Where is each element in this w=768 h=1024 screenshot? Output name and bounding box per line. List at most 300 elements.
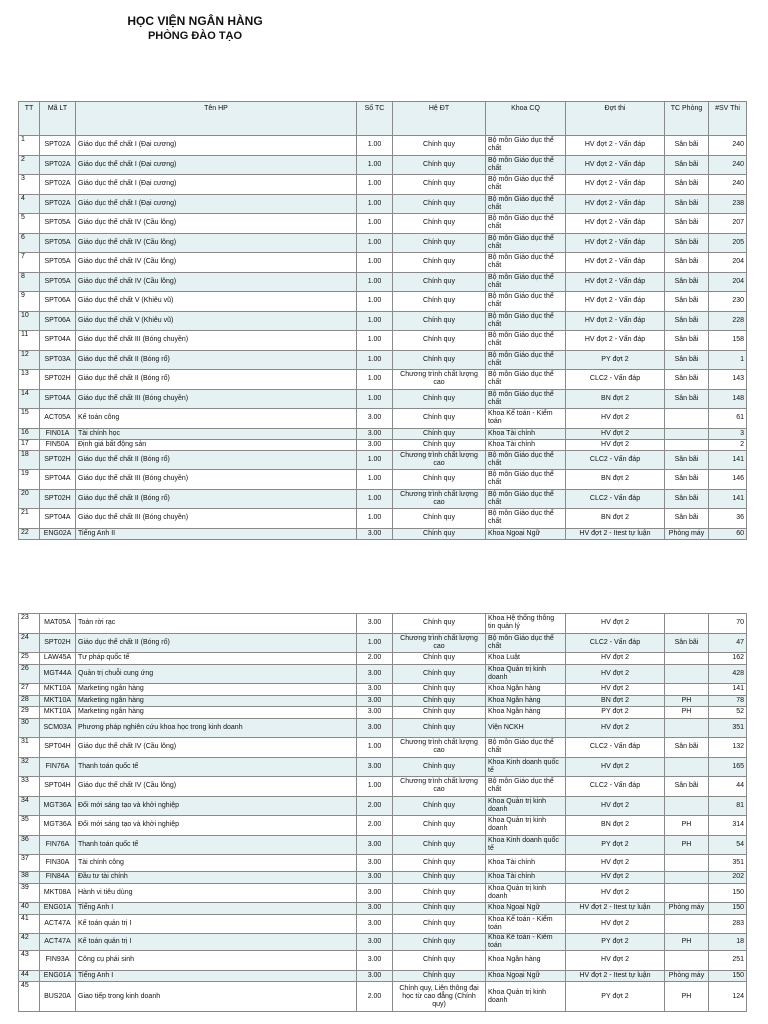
row-tc-phong: Sân bãi: [665, 470, 709, 490]
row-ma-lt: MGT44A: [40, 664, 76, 684]
row-ma-lt: SPT04A: [40, 470, 76, 490]
row-ma-lt: ENG02A: [40, 528, 76, 539]
row-khoa-cq: Khoa Hệ thống thông tin quản lý: [486, 614, 566, 634]
row-khoa-cq: Bộ môn Giáo dục thể chất: [486, 311, 566, 331]
row-he-dt: Chính quy: [393, 311, 486, 331]
row-tc-phong: Sân bãi: [665, 175, 709, 195]
row-he-dt: Chính quy: [393, 350, 486, 370]
row-ten-hp: Giáo dục thể chất II (Bóng rổ): [76, 450, 357, 470]
table-header-row: [19, 102, 747, 136]
row-khoa-cq: Bộ môn Giáo dục thể chất: [486, 389, 566, 409]
row-dot-thi: CLC2 - Vấn đáp: [566, 489, 665, 509]
row-ten-hp: Đầu tư tài chính: [76, 872, 357, 884]
table-2-body: [19, 614, 747, 1012]
row-tt: 26: [19, 664, 40, 684]
row-tt: 27: [19, 684, 40, 696]
row-ten-hp: Giáo dục thể chất III (Bóng chuyền): [76, 470, 357, 490]
row-khoa-cq: Bộ môn Giáo dục thể chất: [486, 470, 566, 490]
table-row: [19, 350, 747, 370]
table-row: [19, 684, 747, 696]
row-ten-hp: Giáo dục thể chất III (Bóng chuyền): [76, 331, 357, 351]
row-dot-thi: HV đợt 2 - Itest tự luận: [566, 903, 665, 915]
row-khoa-cq: Khoa Quản trị kinh doanh: [486, 883, 566, 903]
row-khoa-cq: Khoa Kế toán - Kiểm toán: [486, 409, 566, 429]
row-dot-thi: BN đợt 2: [566, 695, 665, 707]
col-header-ten-hp: Tên HP: [76, 102, 357, 136]
row-sv-thi: 162: [709, 653, 747, 665]
row-tc-phong: PH: [665, 707, 709, 719]
row-khoa-cq: Khoa Kinh doanh quốc tế: [486, 835, 566, 855]
row-dot-thi: HV đợt 2 - Vấn đáp: [566, 155, 665, 175]
row-ten-hp: Thanh toán quốc tế: [76, 835, 357, 855]
row-ten-hp: Kế toán công: [76, 409, 357, 429]
row-dot-thi: HV đợt 2: [566, 855, 665, 872]
row-tc-phong: [665, 796, 709, 816]
row-so-tc: 3.00: [357, 757, 393, 777]
row-he-dt: Chính quy: [393, 272, 486, 292]
row-so-tc: 3.00: [357, 428, 393, 439]
row-so-tc: 1.00: [357, 155, 393, 175]
row-dot-thi: HV đợt 2: [566, 872, 665, 884]
table-row: [19, 718, 747, 738]
table-row: [19, 934, 747, 951]
row-sv-thi: 78: [709, 695, 747, 707]
row-tc-phong: [665, 428, 709, 439]
row-ma-lt: SPT02A: [40, 155, 76, 175]
row-ten-hp: Tư pháp quốc tế: [76, 653, 357, 665]
row-ma-lt: LAW45A: [40, 653, 76, 665]
department-title: PHÒNG ĐÀO TẠO: [147, 30, 243, 42]
row-so-tc: 3.00: [357, 934, 393, 951]
row-so-tc: 3.00: [357, 718, 393, 738]
row-tt: 42: [19, 934, 40, 951]
row-he-dt: Chương trình chất lượng cao: [393, 777, 486, 797]
row-sv-thi: 240: [709, 155, 747, 175]
row-sv-thi: 146: [709, 470, 747, 490]
row-ten-hp: Phương pháp nghiên cứu khoa học trong kinh doanh: [76, 718, 357, 738]
row-sv-thi: 18: [709, 934, 747, 951]
row-he-dt: Chính quy: [393, 684, 486, 696]
row-ma-lt: SPT02A: [40, 136, 76, 156]
row-so-tc: 1.00: [357, 489, 393, 509]
table-row: [19, 614, 747, 634]
row-dot-thi: HV đợt 2: [566, 409, 665, 429]
row-tc-phong: [665, 614, 709, 634]
row-so-tc: 3.00: [357, 951, 393, 971]
row-he-dt: Chính quy: [393, 835, 486, 855]
table-row: [19, 796, 747, 816]
row-he-dt: Chính quy: [393, 614, 486, 634]
row-khoa-cq: Viện NCKH: [486, 718, 566, 738]
table-row: [19, 757, 747, 777]
row-dot-thi: HV đợt 2: [566, 757, 665, 777]
row-ten-hp: Giáo dục thể chất I (Đại cương): [76, 194, 357, 214]
exam-schedule-table-2: [18, 613, 747, 1012]
row-dot-thi: HV đợt 2: [566, 951, 665, 971]
row-sv-thi: 150: [709, 903, 747, 915]
row-tc-phong: [665, 914, 709, 934]
row-tc-phong: [665, 664, 709, 684]
row-dot-thi: HV đợt 2 - Itest tự luận: [566, 528, 665, 539]
row-tt: 6: [19, 233, 40, 253]
row-ten-hp: Tiếng Anh I: [76, 970, 357, 982]
row-tc-phong: Sân bãi: [665, 311, 709, 331]
table-1-body: [19, 136, 747, 540]
row-khoa-cq: Bộ môn Giáo dục thể chất: [486, 489, 566, 509]
row-so-tc: 3.00: [357, 883, 393, 903]
row-he-dt: Chính quy: [393, 970, 486, 982]
row-so-tc: 3.00: [357, 664, 393, 684]
row-khoa-cq: Bộ môn Giáo dục thể chất: [486, 233, 566, 253]
row-khoa-cq: Khoa Tài chính: [486, 428, 566, 439]
row-ma-lt: FIN76A: [40, 835, 76, 855]
table-row: [19, 136, 747, 156]
table-row: [19, 982, 747, 1012]
table-row: [19, 194, 747, 214]
row-tt: 31: [19, 738, 40, 758]
row-ma-lt: SPT02H: [40, 450, 76, 470]
row-dot-thi: HV đợt 2 - Itest tự luận: [566, 970, 665, 982]
table-row: [19, 970, 747, 982]
row-tt: 30: [19, 718, 40, 738]
row-khoa-cq: Bộ môn Giáo dục thể chất: [486, 194, 566, 214]
row-tc-phong: [665, 653, 709, 665]
row-khoa-cq: Bộ môn Giáo dục thể chất: [486, 331, 566, 351]
row-so-tc: 1.00: [357, 370, 393, 390]
row-tc-phong: [665, 718, 709, 738]
row-ma-lt: SPT02A: [40, 194, 76, 214]
row-ten-hp: Giáo dục thể chất II (Bóng rổ): [76, 370, 357, 390]
row-tc-phong: Phòng máy: [665, 970, 709, 982]
row-ma-lt: MKT10A: [40, 695, 76, 707]
row-so-tc: 3.00: [357, 835, 393, 855]
col-header-so-tc: Số TC: [357, 102, 393, 136]
row-so-tc: 3.00: [357, 903, 393, 915]
row-ten-hp: Giáo dục thể chất IV (Cầu lông): [76, 214, 357, 234]
row-he-dt: Chính quy: [393, 428, 486, 439]
row-tt: 7: [19, 253, 40, 273]
row-khoa-cq: Khoa Quản trị kinh doanh: [486, 816, 566, 836]
table-row: [19, 450, 747, 470]
row-tt: 38: [19, 872, 40, 884]
row-khoa-cq: Khoa Quản trị kinh doanh: [486, 982, 566, 1012]
row-he-dt: Chính quy: [393, 796, 486, 816]
row-he-dt: Chương trình chất lượng cao: [393, 738, 486, 758]
row-tt: 21: [19, 509, 40, 529]
table-row: [19, 707, 747, 719]
row-ten-hp: Đổi mới sáng tạo và khởi nghiệp: [76, 816, 357, 836]
table-row: [19, 664, 747, 684]
row-tt: 5: [19, 214, 40, 234]
row-tt: 19: [19, 470, 40, 490]
row-so-tc: 1.00: [357, 777, 393, 797]
row-tc-phong: Sân bãi: [665, 292, 709, 312]
row-tc-phong: Sân bãi: [665, 389, 709, 409]
row-ten-hp: Giao tiếp trong kinh doanh: [76, 982, 357, 1012]
row-sv-thi: 240: [709, 136, 747, 156]
row-ma-lt: SPT05A: [40, 253, 76, 273]
row-tt: 12: [19, 350, 40, 370]
row-tc-phong: [665, 439, 709, 450]
row-so-tc: 1.00: [357, 175, 393, 195]
row-so-tc: 1.00: [357, 389, 393, 409]
row-sv-thi: 204: [709, 253, 747, 273]
table-row: [19, 951, 747, 971]
row-khoa-cq: Khoa Ngoại Ngữ: [486, 528, 566, 539]
row-ten-hp: Marketing ngân hàng: [76, 707, 357, 719]
row-ma-lt: SPT04A: [40, 509, 76, 529]
row-tt: 24: [19, 633, 40, 653]
row-tt: 10: [19, 311, 40, 331]
row-he-dt: Chính quy: [393, 951, 486, 971]
row-he-dt: Chính quy: [393, 331, 486, 351]
row-he-dt: Chính quy: [393, 707, 486, 719]
row-dot-thi: HV đợt 2: [566, 684, 665, 696]
row-ma-lt: MGT36A: [40, 816, 76, 836]
row-ten-hp: Giáo dục thể chất I (Đại cương): [76, 136, 357, 156]
row-tt: 37: [19, 855, 40, 872]
row-dot-thi: HV đợt 2 - Vấn đáp: [566, 233, 665, 253]
row-ma-lt: SCM03A: [40, 718, 76, 738]
row-so-tc: 1.00: [357, 738, 393, 758]
row-khoa-cq: Khoa Kế toán - Kiểm toán: [486, 934, 566, 951]
row-sv-thi: 52: [709, 707, 747, 719]
row-he-dt: Chính quy: [393, 883, 486, 903]
row-ten-hp: Giáo dục thể chất IV (Cầu lông): [76, 272, 357, 292]
row-khoa-cq: Khoa Ngân hàng: [486, 684, 566, 696]
table-row: [19, 695, 747, 707]
row-tc-phong: [665, 855, 709, 872]
table-row: [19, 175, 747, 195]
row-ten-hp: Giáo dục thể chất II (Bóng rổ): [76, 633, 357, 653]
row-ma-lt: SPT02H: [40, 633, 76, 653]
row-khoa-cq: Khoa Luật: [486, 653, 566, 665]
row-tt: 44: [19, 970, 40, 982]
row-khoa-cq: Bộ môn Giáo dục thể chất: [486, 136, 566, 156]
row-he-dt: Chính quy: [393, 903, 486, 915]
row-dot-thi: CLC2 - Vấn đáp: [566, 370, 665, 390]
row-dot-thi: CLC2 - Vấn đáp: [566, 738, 665, 758]
row-sv-thi: 36: [709, 509, 747, 529]
col-header-ma-lt: Mã LT: [40, 102, 76, 136]
row-he-dt: Chính quy: [393, 292, 486, 312]
row-tc-phong: Sân bãi: [665, 450, 709, 470]
row-ten-hp: Giáo dục thể chất IV (Cầu lông): [76, 253, 357, 273]
row-sv-thi: 61: [709, 409, 747, 429]
row-ma-lt: SPT02H: [40, 489, 76, 509]
row-ma-lt: FIN01A: [40, 428, 76, 439]
row-he-dt: Chính quy: [393, 664, 486, 684]
row-sv-thi: 132: [709, 738, 747, 758]
table-row: [19, 409, 747, 429]
row-he-dt: Chính quy: [393, 528, 486, 539]
row-tc-phong: PH: [665, 695, 709, 707]
row-khoa-cq: Khoa Quản trị kinh doanh: [486, 796, 566, 816]
row-sv-thi: 351: [709, 855, 747, 872]
row-ma-lt: ACT47A: [40, 914, 76, 934]
row-so-tc: 1.00: [357, 194, 393, 214]
row-khoa-cq: Khoa Tài chính: [486, 872, 566, 884]
row-tc-phong: Sân bãi: [665, 509, 709, 529]
table-row: [19, 633, 747, 653]
row-tt: 43: [19, 951, 40, 971]
institution-title: HỌC VIỆN NGÂN HÀNG: [127, 14, 263, 28]
row-he-dt: Chính quy: [393, 855, 486, 872]
row-tt: 2: [19, 155, 40, 175]
row-dot-thi: HV đợt 2: [566, 428, 665, 439]
exam-schedule-table-1: [18, 101, 747, 540]
row-so-tc: 1.00: [357, 136, 393, 156]
row-he-dt: Chính quy: [393, 214, 486, 234]
row-dot-thi: HV đợt 2 - Vấn đáp: [566, 175, 665, 195]
row-he-dt: Chính quy: [393, 757, 486, 777]
row-so-tc: 3.00: [357, 614, 393, 634]
table-row: [19, 914, 747, 934]
row-khoa-cq: Khoa Kinh doanh quốc tế: [486, 757, 566, 777]
row-he-dt: Chính quy: [393, 470, 486, 490]
row-dot-thi: HV đợt 2 - Vấn đáp: [566, 311, 665, 331]
row-ma-lt: FIN30A: [40, 855, 76, 872]
row-dot-thi: HV đợt 2: [566, 796, 665, 816]
row-tt: 14: [19, 389, 40, 409]
row-tt: 17: [19, 439, 40, 450]
row-sv-thi: 428: [709, 664, 747, 684]
row-he-dt: Chính quy: [393, 816, 486, 836]
row-ten-hp: Công cụ phái sinh: [76, 951, 357, 971]
row-tt: 8: [19, 272, 40, 292]
row-so-tc: 3.00: [357, 914, 393, 934]
row-tc-phong: PH: [665, 816, 709, 836]
row-ma-lt: FIN76A: [40, 757, 76, 777]
row-ten-hp: Tiếng Anh II: [76, 528, 357, 539]
row-dot-thi: BN đợt 2: [566, 816, 665, 836]
row-sv-thi: 202: [709, 872, 747, 884]
row-ten-hp: Giáo dục thể chất III (Bóng chuyền): [76, 389, 357, 409]
row-ma-lt: ACT05A: [40, 409, 76, 429]
row-tt: 18: [19, 450, 40, 470]
row-sv-thi: 205: [709, 233, 747, 253]
table-row: [19, 509, 747, 529]
col-header-tt: TT: [19, 102, 40, 136]
row-tt: 35: [19, 816, 40, 836]
row-tc-phong: Sân bãi: [665, 136, 709, 156]
row-sv-thi: 44: [709, 777, 747, 797]
row-tc-phong: PH: [665, 934, 709, 951]
row-tt: 34: [19, 796, 40, 816]
row-he-dt: Chính quy: [393, 194, 486, 214]
row-tc-phong: Sân bãi: [665, 194, 709, 214]
table-row: [19, 835, 747, 855]
row-sv-thi: 204: [709, 272, 747, 292]
row-ma-lt: SPT06A: [40, 292, 76, 312]
row-tc-phong: Sân bãi: [665, 253, 709, 273]
row-tc-phong: [665, 883, 709, 903]
row-tc-phong: Sân bãi: [665, 738, 709, 758]
row-sv-thi: 314: [709, 816, 747, 836]
row-dot-thi: PY đợt 2: [566, 350, 665, 370]
table-row: [19, 311, 747, 331]
row-so-tc: 3.00: [357, 872, 393, 884]
row-sv-thi: 165: [709, 757, 747, 777]
row-khoa-cq: Bộ môn Giáo dục thể chất: [486, 450, 566, 470]
row-tt: 4: [19, 194, 40, 214]
row-he-dt: Chính quy: [393, 253, 486, 273]
row-dot-thi: HV đợt 2: [566, 664, 665, 684]
table-row: [19, 883, 747, 903]
row-ten-hp: Hành vi tiêu dùng: [76, 883, 357, 903]
row-so-tc: 1.00: [357, 509, 393, 529]
row-ma-lt: SPT02H: [40, 370, 76, 390]
row-sv-thi: 230: [709, 292, 747, 312]
row-ma-lt: SPT04A: [40, 389, 76, 409]
row-ten-hp: Kế toán quản trị I: [76, 914, 357, 934]
row-ten-hp: Tài chính học: [76, 428, 357, 439]
row-ma-lt: SPT03A: [40, 350, 76, 370]
table-row: [19, 370, 747, 390]
row-tt: 22: [19, 528, 40, 539]
row-ma-lt: SPT04H: [40, 738, 76, 758]
row-ma-lt: SPT05A: [40, 214, 76, 234]
row-khoa-cq: Khoa Ngân hàng: [486, 707, 566, 719]
row-khoa-cq: Bộ môn Giáo dục thể chất: [486, 350, 566, 370]
row-ma-lt: FIN50A: [40, 439, 76, 450]
row-sv-thi: 207: [709, 214, 747, 234]
row-so-tc: 1.00: [357, 272, 393, 292]
row-tt: 16: [19, 428, 40, 439]
row-ten-hp: Giáo dục thể chất IV (Cầu lông): [76, 233, 357, 253]
row-sv-thi: 150: [709, 883, 747, 903]
row-he-dt: Chính quy: [393, 175, 486, 195]
row-ten-hp: Giáo dục thể chất II (Bóng rổ): [76, 489, 357, 509]
row-so-tc: 3.00: [357, 707, 393, 719]
row-tc-phong: Sân bãi: [665, 214, 709, 234]
table-row: [19, 653, 747, 665]
col-header-tc-phong: TC Phòng: [665, 102, 709, 136]
row-dot-thi: HV đợt 2: [566, 718, 665, 738]
row-so-tc: 1.00: [357, 311, 393, 331]
table-row: [19, 855, 747, 872]
row-tc-phong: [665, 757, 709, 777]
row-khoa-cq: Bộ môn Giáo dục thể chất: [486, 509, 566, 529]
row-so-tc: 1.00: [357, 633, 393, 653]
row-tt: 11: [19, 331, 40, 351]
table-row: [19, 470, 747, 490]
table-row: [19, 272, 747, 292]
row-dot-thi: PY đợt 2: [566, 707, 665, 719]
row-ten-hp: Giáo dục thể chất IV (Cầu lông): [76, 777, 357, 797]
table-row: [19, 777, 747, 797]
table-row: [19, 872, 747, 884]
row-ma-lt: MAT05A: [40, 614, 76, 634]
table-row: [19, 738, 747, 758]
row-khoa-cq: Khoa Ngân hàng: [486, 695, 566, 707]
row-tc-phong: Sân bãi: [665, 370, 709, 390]
row-tc-phong: Phòng máy: [665, 528, 709, 539]
row-ma-lt: SPT02A: [40, 175, 76, 195]
row-khoa-cq: Khoa Ngoại Ngữ: [486, 903, 566, 915]
row-dot-thi: HV đợt 2: [566, 883, 665, 903]
row-tc-phong: Sân bãi: [665, 633, 709, 653]
row-dot-thi: HV đợt 2: [566, 653, 665, 665]
row-khoa-cq: Khoa Kế toán - Kiểm toán: [486, 914, 566, 934]
row-sv-thi: 3: [709, 428, 747, 439]
row-sv-thi: 81: [709, 796, 747, 816]
row-sv-thi: 351: [709, 718, 747, 738]
row-ten-hp: Giáo dục thể chất II (Bóng rổ): [76, 350, 357, 370]
row-dot-thi: HV đợt 2 - Vấn đáp: [566, 331, 665, 351]
table-row: [19, 816, 747, 836]
row-he-dt: Chính quy: [393, 409, 486, 429]
